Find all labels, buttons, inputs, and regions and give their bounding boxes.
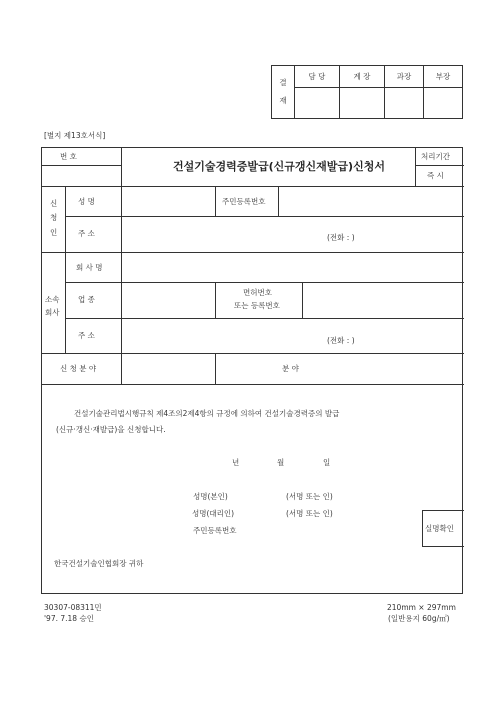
date-day: 일 [323,458,331,467]
applicant-address-label: 주 소 [78,229,95,238]
license-input[interactable] [303,283,463,317]
form-code: [별지 제13호서식] [44,131,106,140]
license-label-2: 또는 등록번호 [234,301,280,310]
application-form [41,147,463,594]
applicant-phone-label: (전화 : ) [327,233,355,242]
name-label: 성 명 [78,197,95,206]
date-year: 년 [232,458,240,467]
company-name-input[interactable] [122,253,463,281]
signer-resident-no-label: 주민등록번호 [193,526,237,535]
approval-label-bottom: 재 [279,96,287,105]
real-name-check-label: 실명확인 [425,524,454,533]
approval-header-3: 과장 [384,66,423,88]
approval-side-label [272,66,295,119]
apply-field-input[interactable] [122,354,214,383]
approval-label-top: 결 [279,78,287,87]
approval-box [271,65,463,119]
company-address-input[interactable] [122,319,463,352]
applicant-group-label: 신 청 인 [50,199,58,237]
statement-line1: 건설기술관리법시행규칙 제4조의2제4항의 규정에 의하여 건설기술경력증의 발급 [74,409,340,418]
date-month: 월 [277,458,285,467]
approval-header-1: 담 당 [295,66,340,88]
approval-sign-1[interactable] [295,88,340,119]
name-input[interactable] [122,187,214,215]
approval-sign-3[interactable] [384,88,423,119]
footer-paper-type: (일반용지 60g/㎡) [388,614,450,623]
processing-period-value: 즉 시 [427,171,444,180]
signer-self-label: 성명(본인) [193,492,228,501]
footer-approved: '97. 7.18 승인 [44,614,94,623]
real-name-check-box[interactable] [423,547,463,593]
company-group-label: 소속 회사 [45,295,60,317]
number-label: 번 호 [60,152,77,161]
approval-header-4: 부장 [423,66,462,88]
approval-sign-4[interactable] [423,88,462,119]
business-input[interactable] [122,283,214,317]
company-name-label: 회 사 명 [76,263,103,272]
addressee: 한국건설기술인협회장 귀하 [54,559,144,568]
business-label: 업 종 [78,295,95,304]
footer-paper-size: 210mm × 297mm [387,603,456,612]
company-address-label: 주 소 [78,331,95,340]
processing-period-label: 처리기간 [421,152,450,161]
footer-doc-no: 30307-08311민 [44,603,102,612]
approval-sign-2[interactable] [339,88,384,119]
field-label: 분 야 [282,364,299,373]
approval-header-2: 계 장 [339,66,384,88]
form-title: 건설기술경력증발급(신규갱신재발급)신청서 [173,160,385,173]
signer-agent-sign[interactable]: (서명 또는 인) [286,509,333,518]
signer-self-sign[interactable]: (서명 또는 인) [286,492,333,501]
resident-no-label: 주민등록번호 [222,197,266,206]
company-phone-label: (전화 : ) [327,336,355,345]
number-field[interactable] [65,170,121,185]
resident-no-input[interactable] [279,187,463,215]
statement-line2: (신규·갱신·재발급)을 신청합니다. [56,425,166,434]
field-input[interactable] [216,354,463,383]
apply-field-label: 신 청 분 야 [60,364,97,373]
license-label-1: 면허번호 [243,288,272,297]
signer-agent-label: 성명(대리인) [192,509,235,518]
applicant-address-input[interactable] [122,217,463,251]
